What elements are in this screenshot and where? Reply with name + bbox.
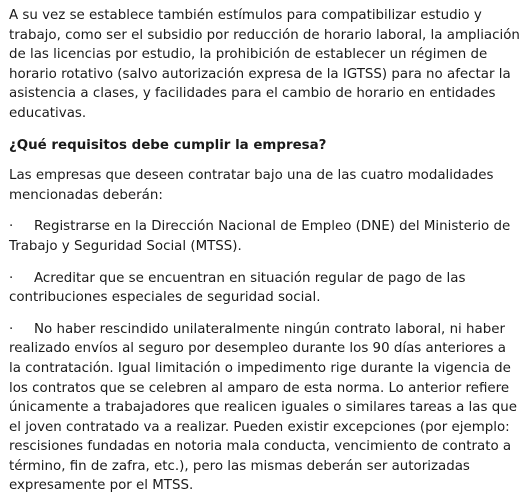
section-heading: ¿Qué requisitos debe cumplir la empresa? — [9, 137, 327, 153]
bullet-marker: · — [9, 270, 14, 286]
bullet-text: Acreditar que se encuentran en situación regular de pago de las contribuciones especiales de seguridad social. — [9, 270, 466, 306]
lead-paragraph: Las empresas que deseen contratar bajo una de las cuatro modalidades mencionadas deberán: — [9, 168, 494, 203]
bullet-item-no-dismissals — [9, 320, 520, 496]
bullet-text: No haber rescindido unilateralmente ningún contrato laboral, ni haber realizado envíos al seguro por desempleo durante los 90 días anteriores a la contratación. Igual limitación o impedimento rige durante la vigencia de los contratos que se celebren al amparo de esta norma. Lo anterior refiere únicamente a trabajadores que realicen iguales o similares tareas a las que el joven contratado va a realizar. Pueden existir excepciones (por ejemplo: rescisiones fundadas en notoria mala conducta, vencimiento de contrato a término, fin de zafra, etc.), pero las mismas deberán ser autorizadas expresamente por el MTSS. — [9, 321, 517, 494]
bullet-item-register — [9, 217, 520, 256]
bullet-item-payments — [9, 269, 520, 308]
bullet-marker: · — [9, 321, 14, 337]
bullet-text: Registrarse en la Dirección Nacional de Empleo (DNE) del Ministerio de Trabajo y Seguridad Social (MTSS). — [9, 219, 511, 254]
bullet-marker: · — [9, 219, 14, 235]
intro-paragraph: A su vez se establece también estímulos para compatibilizar estudio y trabajo, como ser el subsidio por reducción de horario laboral, la ampliación de las licencias por estudio, la prohibición de establecer un régimen de horario rotativo (salvo autorización expresa de la IGTSS) para no afectar la asistencia a clases, y facilidades para el cambio de horario en entidades educativas. — [9, 8, 520, 121]
